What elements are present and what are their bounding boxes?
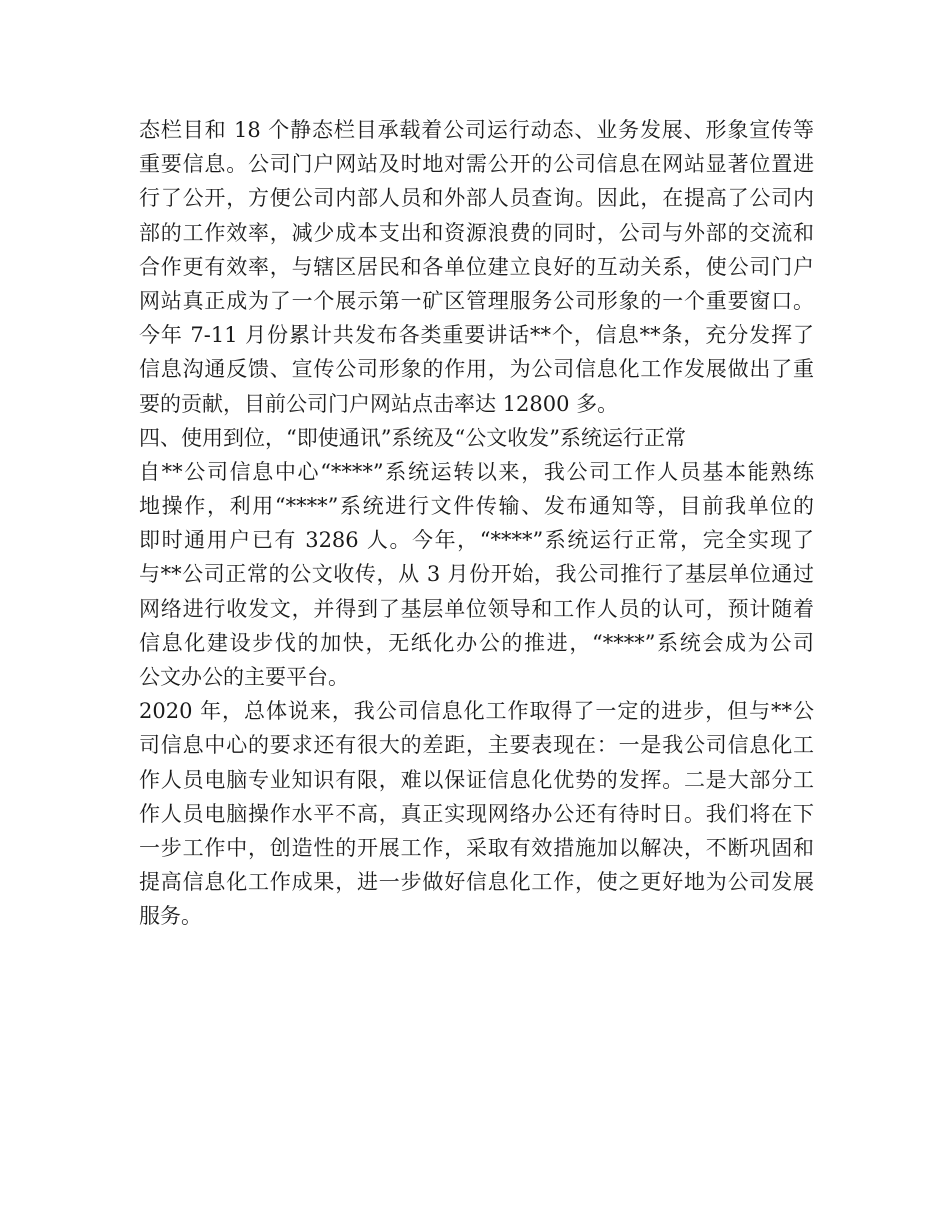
text-line-24: 服务。 (139, 904, 202, 929)
text-line-12: 地操作，利用“****”系统进行文件传输、发布通知等，目前我单位的 (139, 494, 814, 519)
text-line-13: 即时通用户已有 3286 人。今年，“****”系统运行正常，完全实现了 (139, 528, 814, 553)
text-line-23: 提高信息化工作成果，进一步做好信息化工作，使之更好地为公司发展 (139, 870, 814, 895)
text-line-18: 2020 年，总体说来，我公司信息化工作取得了一定的进步，但与**公 (139, 699, 814, 724)
text-line-11: 自**公司信息中心“****”系统运转以来，我公司工作人员基本能熟练 (139, 459, 814, 484)
text-line-8: 信息沟通反馈、宣传公司形象的作用，为公司信息化工作发展做出了重 (139, 357, 814, 382)
text-line-21: 作人员电脑操作水平不高，真正实现网络办公还有待时日。我们将在下 (139, 801, 814, 826)
text-line-15: 网络进行收发文，并得到了基层单位领导和工作人员的认可，预计随着 (139, 596, 814, 621)
text-line-1: 态栏目和 18 个静态栏目承载着公司运行动态、业务发展、形象宣传等 (139, 118, 814, 142)
text-line-2: 重要信息。公司门户网站及时地对需公开的公司信息在网站显著位置进 (139, 152, 814, 177)
section-heading: 四、使用到位，“即使通讯”系统及“公文收发”系统运行正常 (139, 425, 686, 450)
text-line-4: 部的工作效率，减少成本支出和资源浪费的同时，公司与外部的交流和 (139, 220, 814, 245)
text-line-20: 作人员电脑专业知识有限，难以保证信息化优势的发挥。二是大部分工 (139, 767, 814, 792)
text-line-14: 与**公司正常的公文收传，从 3 月份开始，我公司推行了基层单位通过 (139, 562, 814, 587)
text-line-19: 司信息中心的要求还有很大的差距，主要表现在：一是我公司信息化工 (139, 733, 814, 758)
text-line-9: 要的贡献，目前公司门户网站点击率达 12800 多。 (139, 391, 619, 416)
text-line-22: 一步工作中，创造性的开展工作，采取有效措施加以解决，不断巩固和 (139, 835, 814, 860)
text-line-6: 网站真正成为了一个展示第一矿区管理服务公司形象的一个重要窗口。 (139, 288, 814, 313)
text-line-7: 今年 7-11 月份累计共发布各类重要讲话**个，信息**条，充分发挥了 (139, 323, 814, 348)
text-line-5: 合作更有效率，与辖区居民和各单位建立良好的互动关系，使公司门户 (139, 254, 814, 279)
text-line-16: 信息化建设步伐的加快，无纸化办公的推进，“****”系统会成为公司 (139, 630, 814, 655)
text-line-17: 公文办公的主要平台。 (139, 665, 349, 689)
text-line-3: 行了公开，方便公司内部人员和外部人员查询。因此，在提高了公司内 (139, 186, 814, 211)
document-body (139, 113, 814, 934)
